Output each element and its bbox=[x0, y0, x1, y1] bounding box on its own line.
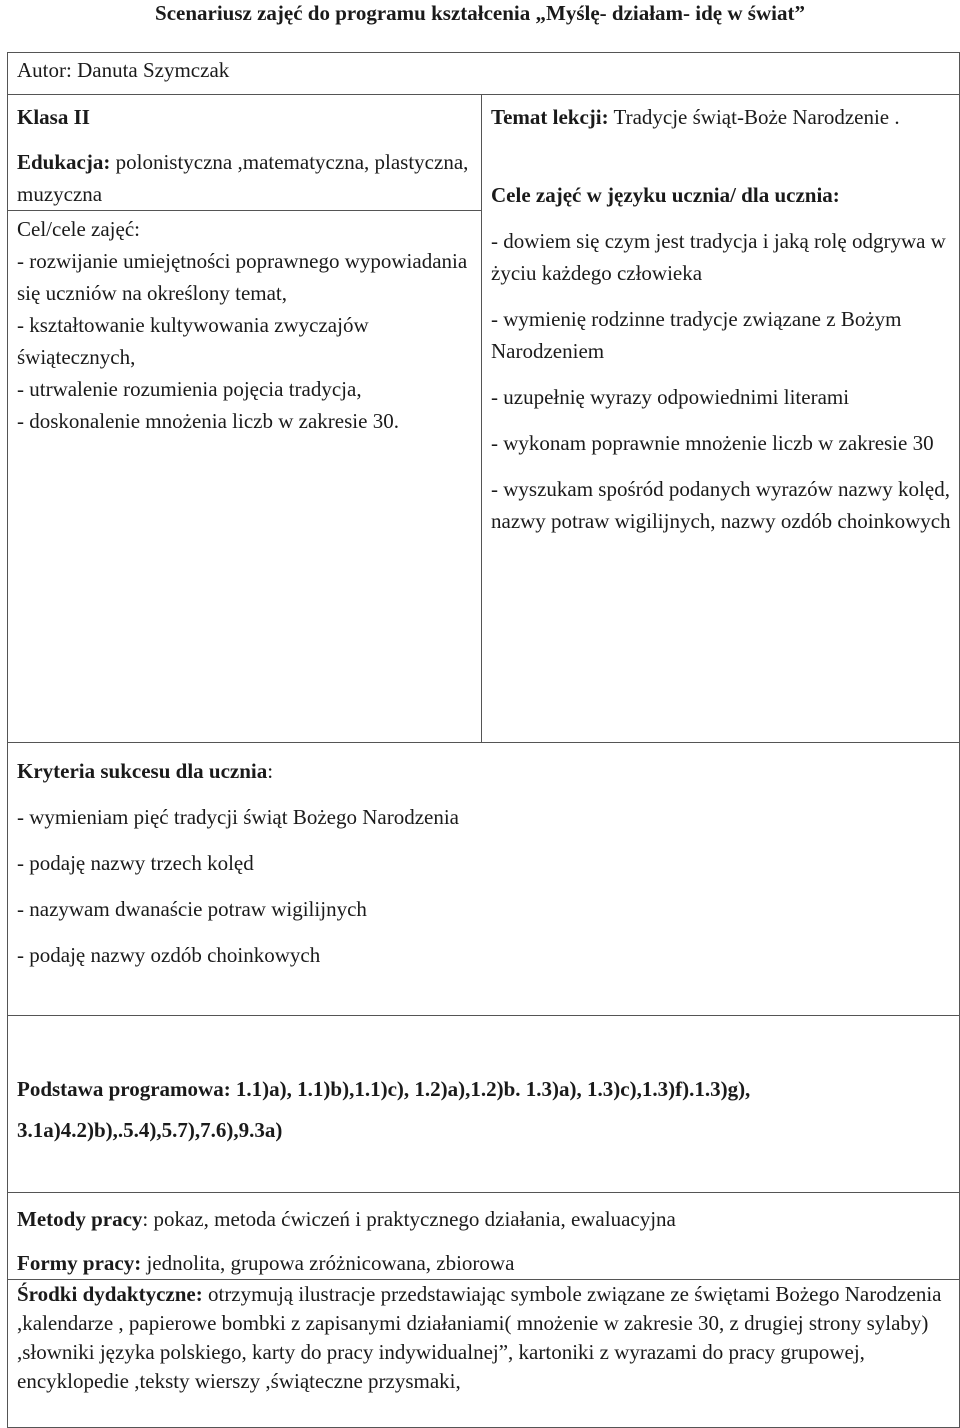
goals-cell bbox=[8, 211, 482, 743]
forms-text bbox=[17, 1247, 959, 1279]
methods-row bbox=[8, 1193, 960, 1428]
curriculum-line-1: Podstawa programowa: 1.1)a), 1.1)b),1.1)c), 1.2)a),1.2)b. 1.3)a), 1.3)c),1.3)f).1.3)g), bbox=[17, 1077, 751, 1101]
goal-item: - rozwijanie umiejętności poprawnego wypowiadania się uczniów na określony temat, bbox=[17, 249, 468, 305]
author-text: Autor: Danuta Szymczak bbox=[17, 58, 230, 82]
lesson-plan-table bbox=[7, 52, 960, 1428]
student-goal-item: - uzupełnię wyrazy odpowiednimi literami bbox=[491, 385, 850, 409]
didactic-means-value: otrzymują ilustracje przedstawiając symbole związane ze świętami Bożego Narodzenia ,kalendarze , papierowe bombki z zapisanymi działaniami( mnożenie w zakresie 30, z drugiej strony sylaby) ,słowniki języka polskiego, karty do pracy indywidualnej”, kartoniki z wyrazami do pracy grupowej, encyklopedie ,teksty wierszy ,świąteczne przysmaki, bbox=[17, 1282, 942, 1393]
student-goal-item: - wymienię rodzinne tradycje związane z Bożym Narodzeniem bbox=[491, 307, 902, 363]
class-label: Klasa II bbox=[17, 105, 90, 129]
student-goal-item: - wyszukam spośród podanych wyrazów nazwy kolęd, nazwy potraw wigilijnych, nazwy ozdób choinkowych bbox=[491, 477, 951, 533]
criteria-cell bbox=[8, 743, 960, 1016]
student-goals-heading: Cele zajęć w języku ucznia/ dla ucznia: bbox=[491, 183, 840, 207]
goals-heading: Cel/cele zajęć: bbox=[17, 217, 140, 241]
forms-label: Formy pracy: bbox=[17, 1251, 142, 1275]
criteria-row bbox=[8, 743, 960, 1016]
topic-label: Temat lekcji: bbox=[491, 105, 609, 129]
forms-value: jednolita, grupowa zróżnicowana, zbiorowa bbox=[141, 1251, 515, 1275]
topic-cell bbox=[482, 95, 960, 743]
document-title: Scenariusz zajęć do programu kształcenia „Myślę- działam- idę w świat” bbox=[155, 1, 805, 25]
author-cell bbox=[8, 53, 960, 95]
goal-item: - doskonalenie mnożenia liczb w zakresie 30. bbox=[17, 409, 399, 433]
class-cell bbox=[8, 95, 482, 211]
student-goal-item: - wykonam poprawnie mnożenie liczb w zakresie 30 bbox=[491, 431, 934, 455]
goal-item: - kształtowanie kultywowania zwyczajów świątecznych, bbox=[17, 313, 369, 369]
methods-cell bbox=[8, 1193, 960, 1428]
methods-value: : pokaz, metoda ćwiczeń i praktycznego działania, ewaluacyjna bbox=[142, 1207, 676, 1231]
topic-text bbox=[491, 101, 959, 133]
criteria-item: - wymieniam pięć tradycji świąt Bożego Narodzenia bbox=[17, 805, 460, 829]
topic-value: Tradycje świąt-Boże Narodzenie . bbox=[608, 105, 900, 129]
class-row bbox=[8, 95, 960, 211]
education-text bbox=[17, 146, 481, 210]
curriculum-line-2: 3.1a)4.2)b),.5.4),5.7),7.6),9.3a) bbox=[17, 1118, 283, 1142]
education-label: Edukacja: bbox=[17, 150, 111, 174]
criteria-heading-label: Kryteria sukcesu dla ucznia bbox=[17, 759, 268, 783]
curriculum-row bbox=[8, 1016, 960, 1193]
author-row bbox=[8, 53, 960, 95]
criteria-heading bbox=[17, 755, 959, 787]
didactic-means-label: Środki dydaktyczne: bbox=[17, 1282, 203, 1306]
methods-label: Metody pracy bbox=[17, 1207, 143, 1231]
education-value: polonistyczna ,matematyczna, plastyczna, muzyczna bbox=[17, 150, 469, 206]
curriculum-cell bbox=[8, 1016, 960, 1193]
student-goal-item: - dowiem się czym jest tradycja i jaką rolę odgrywa w życiu każdego człowieka bbox=[491, 229, 946, 285]
criteria-heading-colon: : bbox=[267, 759, 274, 783]
goal-item: - utrwalenie rozumienia pojęcia tradycja, bbox=[17, 377, 362, 401]
criteria-item: - nazywam dwanaście potraw wigilijnych bbox=[17, 897, 367, 921]
didactic-means bbox=[8, 1279, 959, 1396]
criteria-item: - podaję nazwy trzech kolęd bbox=[17, 851, 254, 875]
methods-text bbox=[17, 1203, 959, 1235]
criteria-item: - podaję nazwy ozdób choinkowych bbox=[17, 943, 321, 967]
